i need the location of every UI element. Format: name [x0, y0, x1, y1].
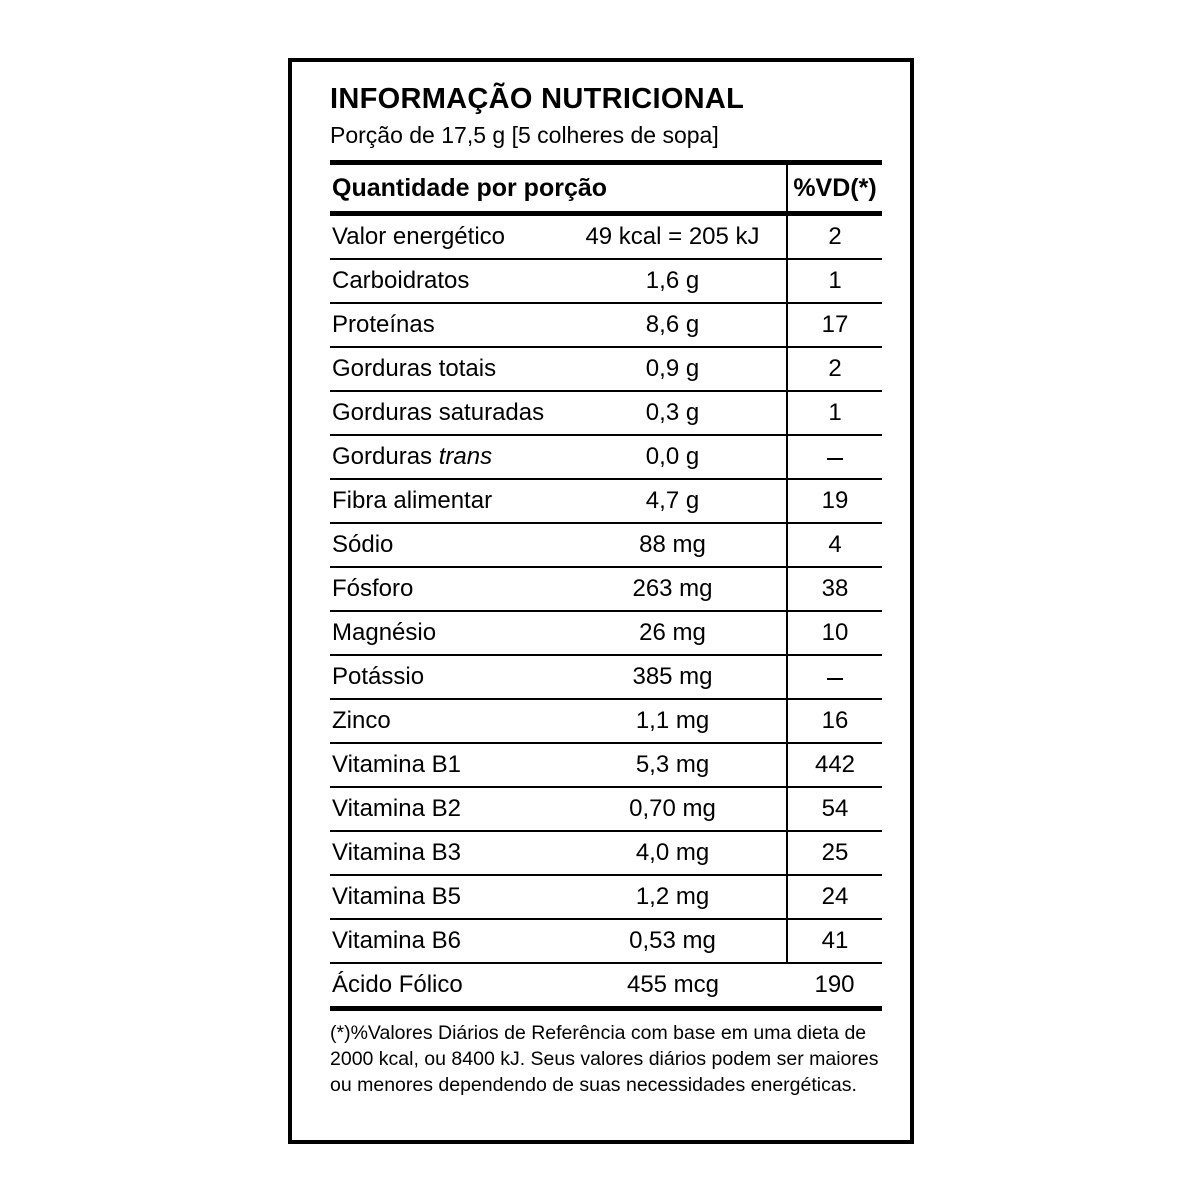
table-row: [330, 523, 882, 567]
nutrient-value: 263 mg: [559, 567, 787, 611]
nutrient-name: Valor energético: [330, 214, 559, 260]
table-row: [330, 699, 882, 743]
nutrient-value: 455 mcg: [559, 963, 787, 1009]
nutrition-table: [330, 160, 882, 1011]
nutrition-facts-content: [330, 84, 882, 1099]
nutrient-value: 0,0 g: [559, 435, 787, 479]
nutrient-vd: 24: [787, 875, 882, 919]
nutrient-name: Fibra alimentar: [330, 479, 559, 523]
nutrient-vd: 19: [787, 479, 882, 523]
nutrient-value: 1,1 mg: [559, 699, 787, 743]
nutrient-vd: 4: [787, 523, 882, 567]
nutrient-vd: [787, 655, 882, 699]
table-row: [330, 875, 882, 919]
nutrient-name: Fósforo: [330, 567, 559, 611]
nutrient-value: 49 kcal = 205 kJ: [559, 214, 787, 260]
nutrient-value: 385 mg: [559, 655, 787, 699]
nutrient-value: 8,6 g: [559, 303, 787, 347]
serving-size-text: Porção de 17,5 g [5 colheres de sopa]: [330, 121, 719, 148]
nutrient-vd: 2: [787, 214, 882, 260]
nutrient-name: Vitamina B3: [330, 831, 559, 875]
nutrient-vd: 1: [787, 391, 882, 435]
nutrient-value: 88 mg: [559, 523, 787, 567]
table-row: [330, 787, 882, 831]
nutrient-name: Proteínas: [330, 303, 559, 347]
nutrient-value: 4,0 mg: [559, 831, 787, 875]
table-row: [330, 743, 882, 787]
nutrient-vd: 2: [787, 347, 882, 391]
nutrient-vd: 1: [787, 259, 882, 303]
nutrient-vd: 17: [787, 303, 882, 347]
table-row: [330, 611, 882, 655]
nutrient-vd: 190: [787, 963, 882, 1009]
table-row: [330, 919, 882, 963]
nutrient-vd: 38: [787, 567, 882, 611]
nutrient-vd: 25: [787, 831, 882, 875]
table-row: [330, 391, 882, 435]
nutrient-name: Vitamina B1: [330, 743, 559, 787]
nutrient-value: 26 mg: [559, 611, 787, 655]
nutrient-value: 0,9 g: [559, 347, 787, 391]
nutrient-name: Vitamina B6: [330, 919, 559, 963]
nutrient-vd: 41: [787, 919, 882, 963]
table-row: [330, 567, 882, 611]
nutrient-value: 0,3 g: [559, 391, 787, 435]
nutrient-name: Gorduras totais: [330, 347, 559, 391]
table-row: [330, 303, 882, 347]
daily-value-footnote: (*)%Valores Diários de Referência com base em uma dieta de 2000 kcal, ou 8400 kJ. Seus valores diários podem ser maiores ou menores dependendo de suas necessidades energéticas.: [330, 1022, 879, 1096]
table-row: [330, 347, 882, 391]
nutrient-name: Gorduras saturadas: [330, 391, 559, 435]
page-title: INFORMAÇÃO NUTRICIONAL: [330, 83, 745, 115]
nutrient-vd: 10: [787, 611, 882, 655]
table-row: [330, 214, 882, 260]
nutrient-name: Magnésio: [330, 611, 559, 655]
nutrient-name: Sódio: [330, 523, 559, 567]
nutrient-name: Zinco: [330, 699, 559, 743]
nutrient-value: 4,7 g: [559, 479, 787, 523]
dash-icon: [827, 448, 843, 460]
nutrient-vd: 54: [787, 787, 882, 831]
nutrient-value: 1,2 mg: [559, 875, 787, 919]
nutrient-name: Potássio: [330, 655, 559, 699]
nutrient-name: Gorduras trans: [330, 435, 559, 479]
table-row: [330, 435, 882, 479]
table-row: [330, 259, 882, 303]
dash-icon: [827, 668, 843, 680]
nutrient-value: 0,53 mg: [559, 919, 787, 963]
column-header-vd: %VD(*): [787, 163, 882, 214]
nutrient-value: 1,6 g: [559, 259, 787, 303]
column-header-quantity: Quantidade por porção: [330, 163, 787, 214]
table-row: [330, 831, 882, 875]
nutrient-value: 0,70 mg: [559, 787, 787, 831]
nutrient-value: 5,3 mg: [559, 743, 787, 787]
nutrition-facts-panel: [288, 58, 914, 1144]
table-row: [330, 655, 882, 699]
table-row: [330, 963, 882, 1009]
nutrient-vd: [787, 435, 882, 479]
nutrient-name: Carboidratos: [330, 259, 559, 303]
nutrient-vd: 16: [787, 699, 882, 743]
table-header-row: [330, 163, 882, 214]
table-body: [330, 214, 882, 1009]
nutrient-name: Ácido Fólico: [330, 963, 559, 1009]
table-row: [330, 479, 882, 523]
nutrient-name: Vitamina B2: [330, 787, 559, 831]
nutrient-name: Vitamina B5: [330, 875, 559, 919]
nutrient-vd: 442: [787, 743, 882, 787]
